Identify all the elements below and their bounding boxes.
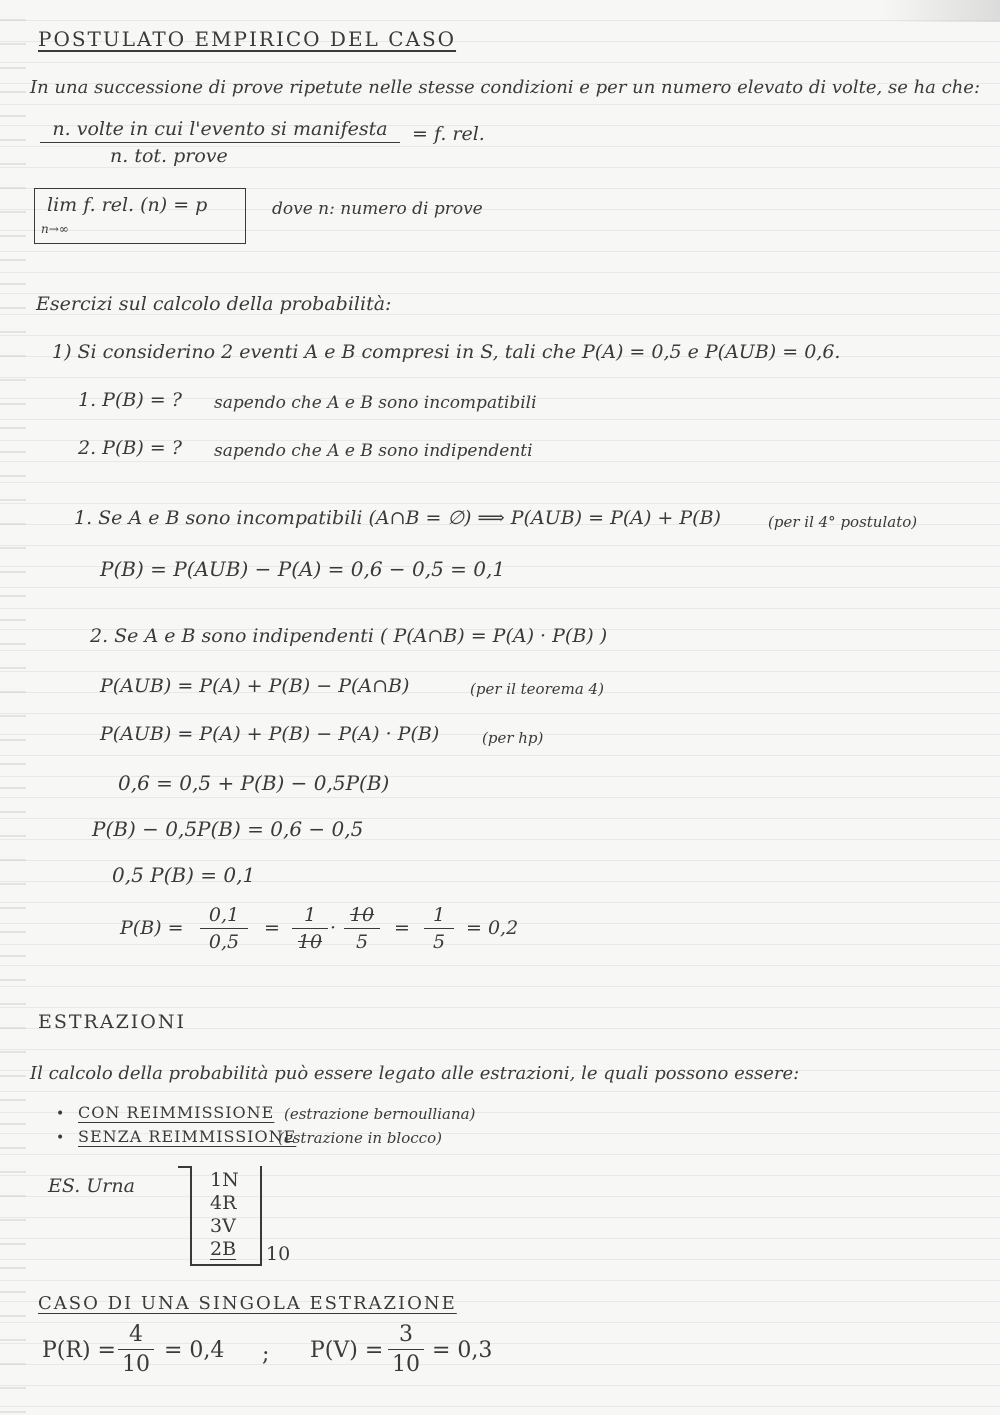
item2-label: SENZA REIMMISSIONE [78,1127,297,1146]
pr-fraction-num: 4 [118,1322,154,1350]
solution2-line6: 0,5 P(B) = 0,1 [112,863,256,887]
freq-denominator: n. tot. prove [110,145,228,167]
limit-note: dove n: numero di prove [272,199,483,219]
solution2-line3: P(AUB) = P(A) + P(B) − P(A) · P(B) [100,723,440,745]
limit-subscript: n→∞ [41,222,69,236]
item1-note: (estrazione bernoulliana) [284,1105,476,1123]
freq-result: = f. rel. [412,123,485,145]
final-fraction-3 [344,904,380,953]
solution2-line3-note: (per hp) [482,729,544,747]
solution2-line4: 0,6 = 0,5 + P(B) − 0,5P(B) [118,771,390,795]
solution2-line2-note: (per il teorema 4) [470,680,604,698]
final-fraction-2-den: 10 [297,931,323,953]
limit-expression: lim f. rel. (n) = p [47,194,208,216]
final-fraction-3-num: 10 [344,904,380,929]
solution2-line2: P(AUB) = P(A) + P(B) − P(A∩B) [100,675,410,697]
final-result: = 0,2 [466,917,519,939]
final-fraction-1 [200,904,248,953]
limit-box [34,188,246,244]
exercises-heading: Esercizi sul calcolo della probabilità: [36,293,392,315]
example-label: ES. Urna [48,1175,135,1197]
bullet-dot-1: • [56,1106,65,1122]
final-eq-1: = [264,917,280,939]
page-edge-shadow [880,0,1000,22]
pr-fraction [118,1322,154,1377]
pv-fraction-den: 10 [392,1352,420,1377]
final-eq-2: = [394,917,410,939]
final-fraction-4-num: 1 [424,904,454,929]
final-fraction-4-den: 5 [432,931,446,953]
exercise1-q2-note: sapendo che A e B sono indipendenti [214,441,533,461]
pr-fraction-den: 10 [122,1352,150,1377]
single-extraction-heading: CASO DI UNA SINGOLA ESTRAZIONE [38,1293,457,1314]
final-fraction-1-den: 0,5 [208,931,240,953]
final-fraction-3-den: 5 [355,931,369,953]
intro-text: In una successione di prove ripetute nelle stesse condizioni e per un numero elevato di volte, se ha che: [30,77,981,98]
freq-numerator: n. volte in cui l'evento si manifesta [40,118,400,143]
pr-lhs: P(R) = [42,1338,116,1363]
urn-item-4: 2B [210,1238,237,1260]
final-fraction-1-num: 0,1 [200,904,248,929]
solution1-line1: 1. Se A e B sono incompatibili (A∩B = ∅) ⟹ P(AUB) = P(A) + P(B) [74,507,721,529]
pv-fraction-num: 3 [388,1322,424,1350]
page-title: POSTULATO EMPIRICO DEL CASO [38,27,457,51]
exercise1-statement: 1) Si considerino 2 eventi A e B compresi in S, tali che P(A) = 0,5 e P(AUB) = 0,6. [52,341,841,363]
urn [190,1166,262,1266]
exercise1-q2: 2. P(B) = ? [78,437,182,459]
bullet-dot-2: • [56,1130,65,1146]
exercise1-q1: 1. P(B) = ? [78,389,182,411]
exercise1-q1-note: sapendo che A e B sono incompatibili [214,393,537,413]
urn-item-1: 1N [210,1169,239,1191]
urn-total: 10 [266,1243,291,1265]
extractions-heading: ESTRAZIONI [38,1011,186,1033]
item1-label: CON REIMMISSIONE [78,1103,275,1122]
separator: ; [262,1342,270,1367]
item2-note: (estrazione in blocco) [278,1129,442,1147]
extractions-intro: Il calcolo della probabilità può essere legato alle estrazioni, le quali possono essere: [30,1063,800,1084]
final-fraction-2 [292,904,328,953]
final-lhs: P(B) = [120,917,184,939]
solution1-line1-note: (per il 4° postulato) [768,513,918,531]
freq-fraction [40,118,400,167]
final-fraction-4 [424,904,454,953]
final-fraction-2-num: 1 [292,904,328,929]
solution1-line2: P(B) = P(AUB) − P(A) = 0,6 − 0,5 = 0,1 [100,557,506,581]
pv-fraction [388,1322,424,1377]
urn-item-2: 4R [210,1192,237,1214]
solution2-line5: P(B) − 0,5P(B) = 0,6 − 0,5 [92,817,364,841]
pv-lhs: P(V) = [310,1338,384,1363]
urn-item-3: 3V [210,1215,236,1237]
pv-result: = 0,3 [432,1338,493,1363]
pr-result: = 0,4 [164,1338,225,1363]
solution2-line1: 2. Se A e B sono indipendenti ( P(A∩B) = P(A) · P(B) ) [90,625,608,647]
final-dot: · [330,917,337,939]
